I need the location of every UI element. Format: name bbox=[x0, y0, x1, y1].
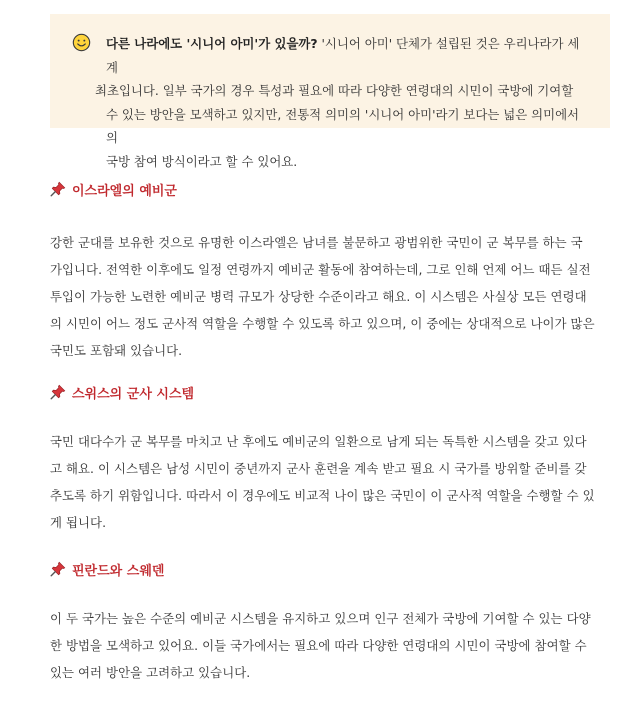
paragraph-line: 투입이 가능한 노련한 예비군 병력 규모가 상당한 수준이라고 해요. 이 시스템은 사실상 모든 연령대 bbox=[50, 289, 587, 304]
section-title: 이스라엘의 예비군 bbox=[72, 183, 177, 199]
paragraph-line: 추도록 하기 위함입니다. 따라서 이 경우에도 비교적 나이 많은 국민이 이 군사적 역할을 수행할 수 있 bbox=[50, 488, 595, 503]
paragraph-line: 의 시민이 어느 정도 군사적 역할을 수행할 수 있도록 하고 있으며, 이 중에는 상대적으로 나이가 많은 bbox=[50, 316, 595, 331]
paragraph-line: 국민 대다수가 군 복무를 마치고 난 후에도 예비군의 일환으로 남게 되는 독특한 시스템을 갖고 있다 bbox=[50, 434, 587, 449]
pushpin-icon bbox=[50, 181, 66, 197]
section-paragraph-switzerland bbox=[50, 428, 615, 536]
paragraph-line: 가입니다. 전역한 이후에도 일정 연령까지 예비군 활동에 참여하는데, 그로 인해 언제 어느 때든 실전 bbox=[50, 262, 591, 277]
paragraph-line: 이 두 국가는 높은 수준의 예비군 시스템을 유지하고 있으며 인구 전체가 국방에 기여할 수 있는 다양 bbox=[50, 611, 591, 626]
callout-line-2: 최초입니다. 일부 국가의 경우 특성과 필요에 따라 다양한 연령대의 시민이 국방에 기여할 bbox=[95, 83, 574, 98]
section-title: 스위스의 군사 시스템 bbox=[72, 386, 195, 402]
section-paragraph-finland-sweden bbox=[50, 605, 615, 686]
callout-line-1 bbox=[106, 32, 588, 79]
section-heading-switzerland bbox=[50, 380, 194, 404]
paragraph-line: 한 방법을 모색하고 있어요. 이들 국가에서는 필요에 따라 다양한 연령대의 시민이 국방에 참여할 수 bbox=[50, 638, 587, 653]
section-title: 핀란드와 스웨덴 bbox=[72, 563, 165, 579]
paragraph-line: 있는 여러 방안을 고려하고 있습니다. bbox=[50, 665, 251, 680]
pushpin-icon bbox=[50, 561, 66, 577]
callout-line-4: 국방 참여 방식이라고 할 수 있어요. bbox=[106, 153, 298, 169]
smiley-icon bbox=[72, 33, 91, 52]
paragraph-line: 게 됩니다. bbox=[50, 515, 107, 530]
paragraph-line: 강한 군대를 보유한 것으로 유명한 이스라엘은 남녀를 불문하고 광범위한 국민이 군 복무를 하는 국 bbox=[50, 235, 583, 250]
pushpin-icon bbox=[50, 384, 66, 400]
paragraph-line: 국민도 포함돼 있습니다. bbox=[50, 343, 183, 358]
callout-line-3: 수 있는 방안을 모색하고 있지만, 전통적 의미의 '시니어 아미'라기 보다는 넓은 의미에서의 bbox=[106, 106, 580, 145]
section-heading-finland-sweden bbox=[50, 557, 164, 581]
callout-lead: 다른 나라에도 '시니어 아미'가 있을까? bbox=[106, 36, 318, 51]
section-paragraph-israel bbox=[50, 229, 615, 364]
paragraph-line: 고 해요. 이 시스템은 남성 시민이 중년까지 군사 훈련을 계속 받고 필요 시 국가를 방위할 준비를 갖 bbox=[50, 461, 587, 476]
info-callout bbox=[50, 14, 610, 169]
callout-text-1: '시니어 아미' 단체가 설립된 것은 우리나라가 세계 bbox=[106, 36, 580, 75]
section-heading-israel bbox=[50, 177, 177, 201]
